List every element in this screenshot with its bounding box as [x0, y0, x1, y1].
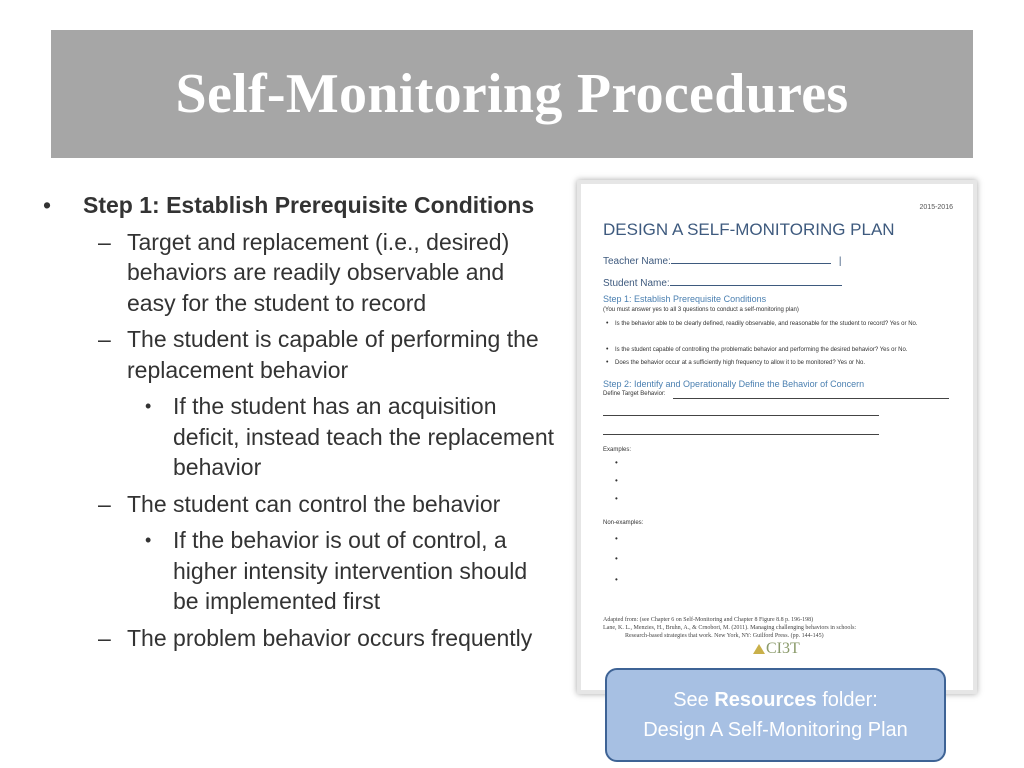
dash-icon: – [98, 326, 111, 352]
sub-bullet-text: The student is capable of performing the replacement behavior [127, 326, 539, 383]
student-name-label: Student Name: [603, 278, 670, 289]
doc-nonexamples-label: Non-examples: [603, 520, 644, 526]
sub-sub-bullet-text: If the behavior is out of control, a higher intensity intervention should be implemented first [173, 527, 528, 614]
doc-rule [603, 415, 879, 416]
document-thumbnail [581, 184, 973, 690]
doc-bullet-icon: • [615, 494, 618, 503]
doc-define-label: Define Target Behavior: [603, 391, 666, 397]
doc-step1-heading: Step 1: Establish Prerequisite Conditions [603, 294, 767, 304]
doc-bullet-icon: • [615, 534, 618, 543]
bullet-dot-icon: • [145, 530, 152, 550]
sub-sub-bullet-text: If the student has an acquisition deficit, instead teach the replacement behavior [173, 393, 555, 480]
doc-rule [673, 398, 949, 399]
doc-question: • Is the student capable of controlling the problematic behavior and performing the desired behavior? Yes or No. [615, 347, 955, 353]
slide-title: Self-Monitoring Procedures [175, 63, 849, 125]
doc-question: • Does the behavior occur at a sufficiently high frequency to allow it to be monitored? Yes or No. [615, 360, 955, 366]
doc-citation: Adapted from: (see Chapter 6 on Self-Monitoring and Chapter 8 Figure 8.8 p. 196-198) [603, 617, 814, 623]
callout-line1 [673, 685, 878, 715]
doc-citation: Research-based strategies that work. New York, NY: Guilford Press. (pp. 144-145) [625, 633, 824, 639]
doc-bullet-icon: • [615, 554, 618, 563]
bullet-step1 [40, 190, 555, 221]
student-name-field [603, 276, 842, 289]
title-bar [51, 30, 973, 158]
teacher-name-label: Teacher Name: [603, 256, 671, 267]
sub-bullet-text: The student can control the behavior [127, 490, 501, 517]
doc-year: 2015-2016 [919, 204, 953, 211]
callout-line2: Design A Self-Monitoring Plan [643, 719, 908, 741]
sub-sub-bullet [40, 391, 555, 483]
doc-bullet-icon: • [615, 458, 618, 467]
doc-step1-note: (You must answer yes to all 3 questions to conduct a self-monitoring plan) [603, 307, 799, 313]
dash-icon: – [98, 624, 111, 651]
sub-bullet-text: The problem behavior occurs frequently [127, 624, 533, 651]
sub-bullet [40, 489, 555, 520]
sub-bullet [40, 227, 555, 319]
sub-bullet-text: Target and replacement (i.e., desired) behaviors are readily observable and easy for the student to record [127, 228, 510, 316]
sub-bullet [40, 324, 555, 385]
dash-icon: – [98, 490, 111, 517]
bullet-list [40, 190, 555, 653]
doc-citation: Lane, K. L., Menzies, H., Bruhn, A., & Crnobori, M. (2011). Managing challenging behaviors in schools: [603, 625, 857, 631]
teacher-name-field: Teacher Name: | [603, 256, 842, 267]
doc-step2-heading: Step 2: Identify and Operationally Define the Behavior of Concern [603, 379, 865, 389]
doc-question: • Is the behavior able to be clearly defined, readily observable, and reasonable for the student to record? Yes or No. [615, 321, 955, 327]
logo-text: CI3T [766, 640, 800, 657]
doc-bullet-icon: • [615, 476, 618, 485]
dash-icon: – [98, 228, 111, 255]
bullet-dot-icon: • [43, 192, 52, 218]
callout-folder: folder: [822, 689, 878, 711]
bullet-step1-text: Step 1: Establish Prerequisite Conditions [83, 192, 535, 218]
ci3t-logo [753, 640, 800, 658]
doc-rule [603, 434, 879, 435]
callout-resources: Resources [714, 689, 817, 711]
bullet-dot-icon: • [145, 396, 152, 416]
callout-see: See [673, 689, 709, 711]
sub-bullet [40, 623, 555, 654]
sub-sub-bullet [40, 525, 555, 617]
doc-bullet-icon: • [615, 575, 618, 584]
resources-callout [605, 668, 946, 762]
doc-examples-label: Examples: [603, 447, 632, 453]
doc-title: DESIGN A SELF-MONITORING PLAN [603, 220, 895, 239]
